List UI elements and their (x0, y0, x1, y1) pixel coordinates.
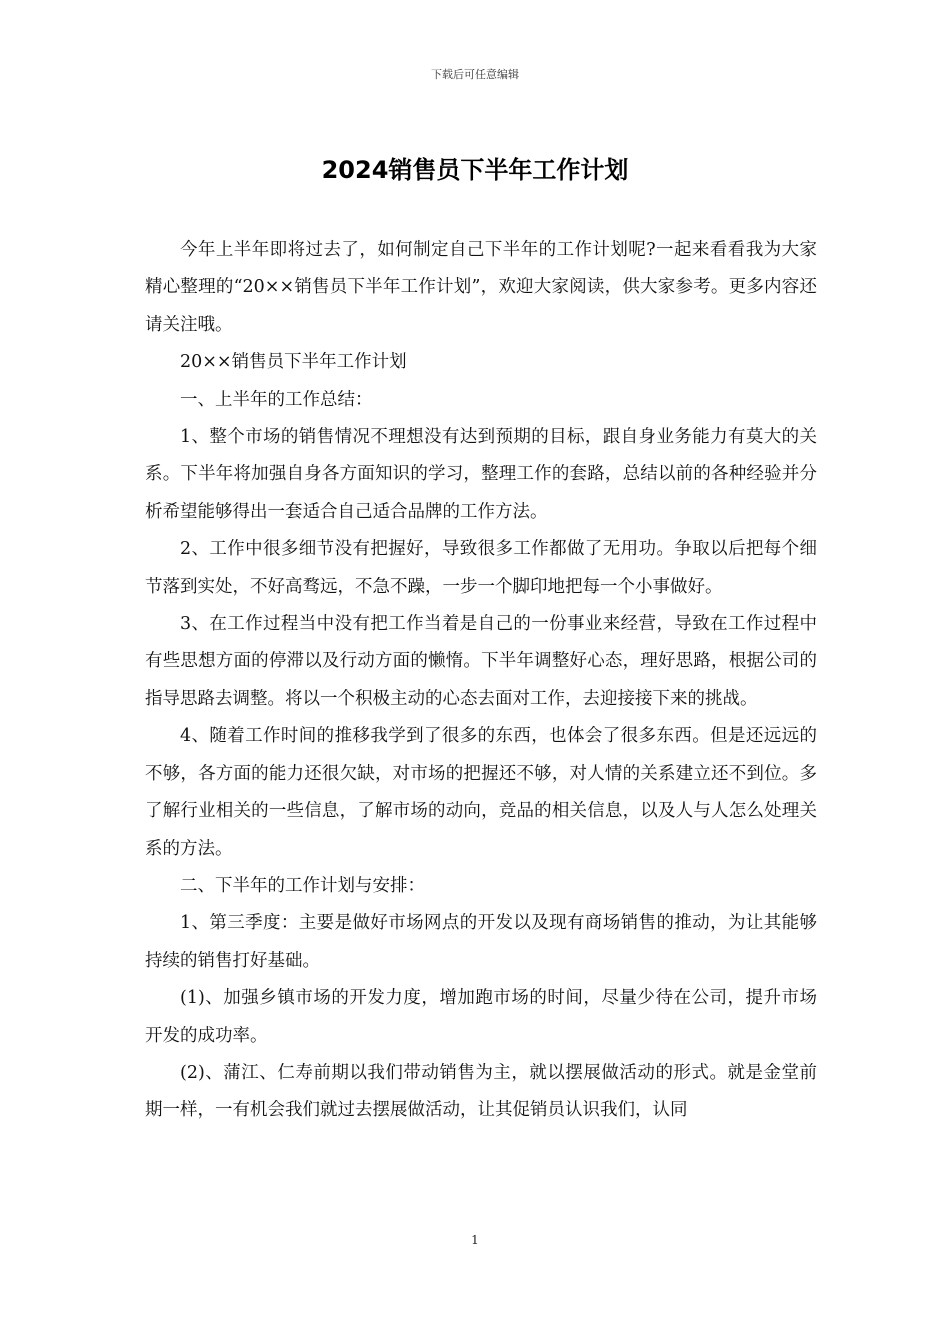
summary-item-2: 2、工作中很多细节没有把握好，导致很多工作都做了无用功。争取以后把每个细节落到实处，不好高骛远，不急不躁，一步一个脚印地把每一个小事做好。 (145, 539, 817, 597)
summary-item-1: 1、整个市场的销售情况不理想没有达到预期的目标，跟自身业务能力有莫大的关系。下半年将加强自身各方面知识的学习，整理工作的套路，总结以前的各种经验并分析希望能够得出一套适合自己适合品牌的工作方法。 (145, 427, 817, 522)
plan-item-1: 1、第三季度：主要是做好市场网点的开发以及现有商场销售的推动，为让其能够持续的销售打好基础。 (145, 913, 817, 971)
section-heading-summary: 一、上半年的工作总结： (180, 389, 373, 410)
document-title: 2024销售员下半年工作计划 (321, 156, 629, 184)
summary-item-4: 4、随着工作时间的推移我学到了很多的东西，也体会了很多东西。但是还远远的不够，各方面的能力还很欠缺，对市场的把握还不够，对人情的关系建立还不到位。多了解行业相关的一些信息，了解市场的动向，竞品的相关信息，以及人与人怎么处理关系的方法。 (145, 726, 817, 859)
page-number: 1 (471, 1233, 479, 1247)
section-heading-plan: 二、下半年的工作计划与安排： (180, 875, 425, 896)
document-body (145, 232, 817, 1130)
plan-subitem-2: (2)、蒲江、仁寿前期以我们带动销售为主，就以摆展做活动的形式。就是金堂前期一样，一有机会我们就过去摆展做活动，让其促销员认识我们，认同 (145, 1062, 817, 1121)
plan-subitem-1: (1)、加强乡镇市场的开发力度，增加跑市场的时间，尽量少待在公司，提升市场开发的成功率。 (145, 988, 817, 1046)
header-note: 下载后可任意编辑 (431, 68, 519, 81)
summary-item-3: 3、在工作过程当中没有把工作当着是自己的一份事业来经营，导致在工作过程中有些思想方面的停滞以及行动方面的懒惰。下半年调整好心态，理好思路，根据公司的指导思路去调整。将以一个积极主动的心态去面对工作，去迎接接下来的挑战。 (145, 614, 817, 709)
plan-heading: 20××销售员下半年工作计划 (180, 352, 407, 373)
intro-paragraph: 今年上半年即将过去了，如何制定自己下半年的工作计划呢?一起来看看我为大家精心整理的“20××销售员下半年工作计划”，欢迎大家阅读，供大家参考。更多内容还请关注哦。 (145, 240, 817, 335)
